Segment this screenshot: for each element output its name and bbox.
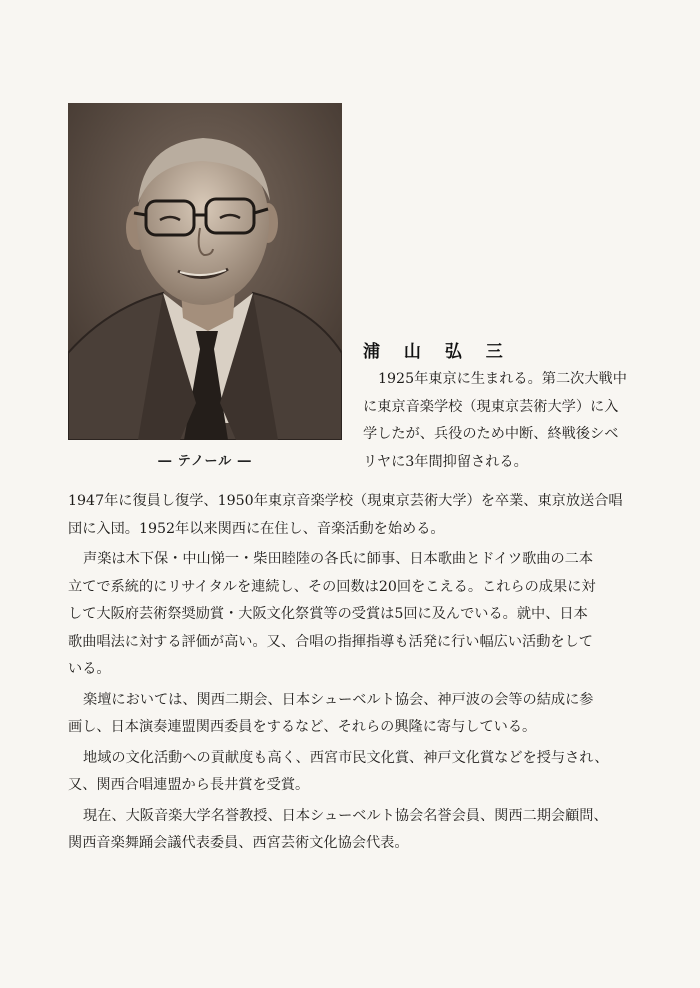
portrait-illustration [68, 103, 342, 440]
side-line: リヤに3年間抑留される。 [363, 453, 528, 470]
text-line: 歌曲唱法に対する評価が高い。又、合唱の指揮指導も活発に行い幅広い活動をして [68, 633, 593, 650]
photo-caption: ― テノール ― [158, 454, 252, 469]
text-line: 1947年に復員し復学、1950年東京音楽学校（現東京芸術大学）を卒業、東京放送合唱 [68, 493, 623, 509]
side-line: 1925年東京に生まれる。第二次大戦中 [378, 371, 627, 387]
paragraph [68, 546, 633, 684]
text-line: 立てで系統的にリサイタルを連続し、その回数は20回をこえる。これらの成果に対 [68, 578, 596, 595]
paragraph [68, 803, 633, 858]
text-line: 楽壇においては、関西二期会、日本シューベルト協会、神戸波の会等の結成に参 [83, 691, 594, 708]
text-line: 声楽は木下保・中山悌一・柴田睦陸の各氏に師事、日本歌曲とドイツ歌曲の二本 [83, 551, 594, 567]
side-line: に東京音楽学校（現東京芸術大学）に入 [363, 398, 619, 415]
text-line: 又、関西合唱連盟から長井賞を受賞。 [68, 777, 310, 793]
paragraph [68, 488, 633, 543]
side-line: 学したが、兵役のため中断、終戦後シベ [363, 426, 619, 442]
text-line: 関西音楽舞踊会議代表委員、西宮芸術文化協会代表。 [68, 835, 409, 851]
text-line: して大阪府芸術祭奨励賞・大阪文化祭賞等の受賞は5回に及んでいる。就中、日本 [68, 606, 588, 622]
paragraph [68, 687, 633, 742]
text-line: 画し、日本演奏連盟関西委員をするなど、それらの興隆に寄与している。 [68, 719, 537, 735]
person-name: 浦 山 弘 三 [363, 342, 512, 362]
text-line: 地域の文化活動への貢献度も高く、西宮市民文化賞、神戸文化賞などを授与され、 [83, 749, 609, 766]
text-line: いる。 [68, 661, 111, 677]
main-text-block [68, 488, 633, 858]
text-line: 団に入団。1952年以来関西に在住し、音楽活動を始める。 [68, 520, 445, 537]
text-line: 現在、大阪音楽大学名誉教授、日本シューベルト協会名誉会員、関西二期会顧問、 [83, 807, 608, 824]
side-text-block [363, 366, 683, 476]
paragraph [68, 745, 633, 800]
portrait-photo [68, 103, 342, 440]
